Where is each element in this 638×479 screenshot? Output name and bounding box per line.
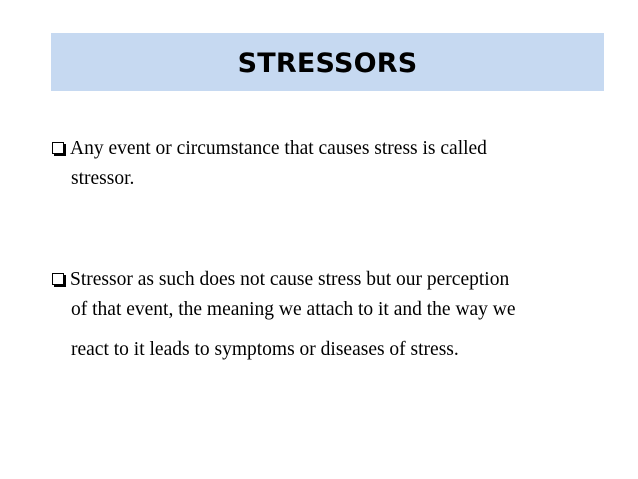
title-banner <box>51 33 604 91</box>
bullet-line <box>52 129 612 169</box>
checkbox-square-icon <box>52 142 64 154</box>
bullet-text: Any event or circumstance that causes stress is called <box>70 138 487 160</box>
bullet-point <box>52 260 612 380</box>
checkbox-square-icon <box>52 273 64 285</box>
bullet-text: Stressor as such does not cause stress but our perception <box>70 269 510 291</box>
bullet-line: react to it leads to symptoms or diseases of stress. <box>71 339 459 360</box>
bullet-line: of that event, the meaning we attach to it and the way we <box>71 299 516 320</box>
bullet-line <box>52 260 612 300</box>
bullet-line: stressor. <box>71 168 135 189</box>
bullet-point <box>52 129 612 209</box>
slide-title: STRESSORS <box>237 47 418 79</box>
